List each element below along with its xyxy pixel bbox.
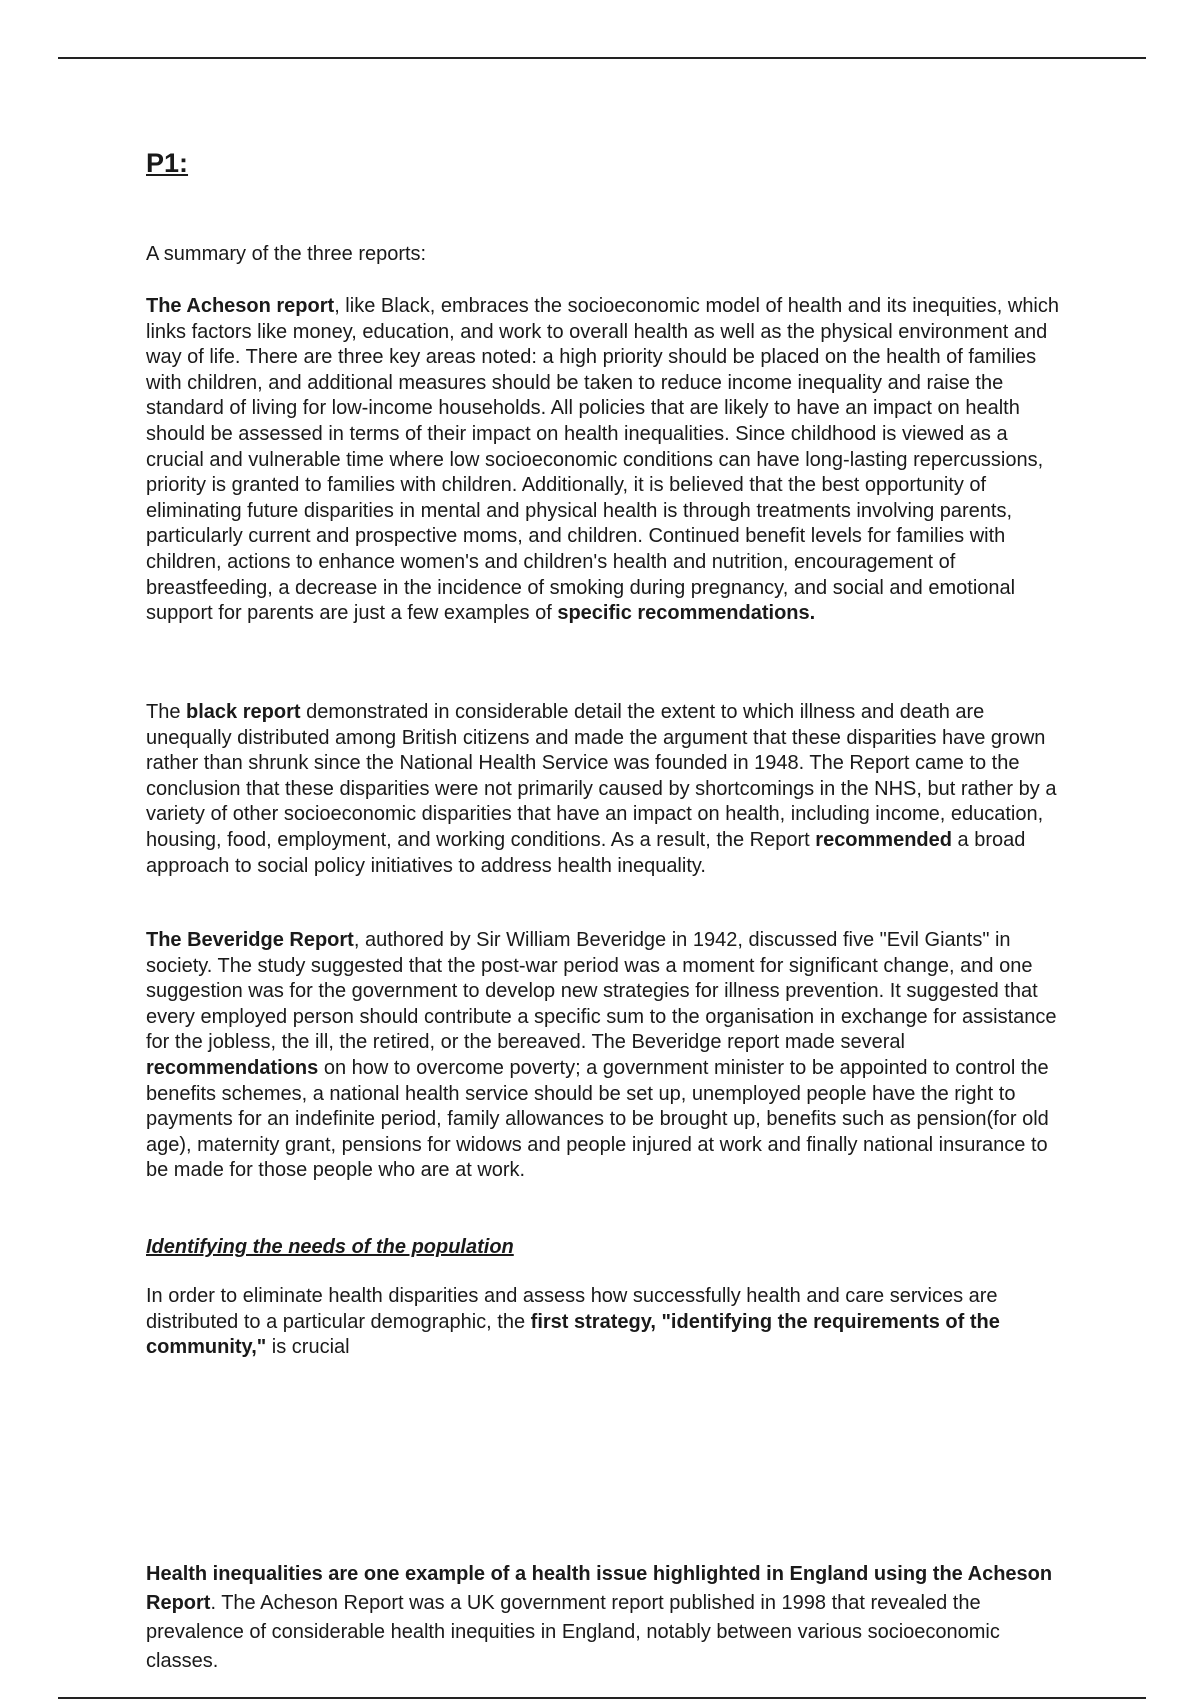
acheson-paragraph [146,294,1066,627]
acheson-text: , like Black, embraces the socioeconomic model of health and its inequities, which links factors like money, education, and work to overall health as well as the physical environment and way of life. There are three key areas noted: a high priority should be placed on the health of families with children, and additional measures should be taken to reduce income inequality and raise the standard of living for low-income households. All policies that are likely to have an impact on health should be assessed in terms of their impact on health inequalities. Since childhood is viewed as a crucial and vulnerable time where low socioeconomic conditions can have long-lasting repercussions, priority is granted to families with children. Additionally, it is believed that the best opportunity of eliminating future disparities in mental and physical health is through treatments involving parents, particularly current and prospective moms, and children. Continued benefit levels for families with children, actions to enhance women's and children's health and nutrition, encouragement of breastfeeding, a decrease in the incidence of smoking during pregnancy, and social and emotional support for parents are just a few examples of [146,295,1060,625]
acheson-bold-tail: specific recommendations. [557,602,816,625]
needs-text-2: is crucial [266,1336,350,1359]
beveridge-paragraph [146,928,1066,1184]
health-text-1: . The Acheson Report was a UK government report published in 1998 that revealed the prevalence of considerable health inequities in England, notably between various socioeconomic classes. [146,1592,1000,1672]
beveridge-text-2: on how to overcome poverty; a government minister to be appointed to control the benefits schemes, a national health service should be set up, unemployed people have the right to payments for an indefinite period, family allowances to be brought up, benefits such as pension(for old age), maternity grant, pensions for widows and people injured at work and finally national insurance to be made for those people who are at work. [146,1056,1049,1182]
bottom-rule [58,1697,1146,1699]
black-bold-1: black report [186,701,301,723]
beveridge-text-1: , authored by Sir William Beveridge in 1942, discussed five "Evil Giants" in society. The study suggested that the post-war period was a moment for significant change, and one suggestion was for the government to develop new strategies for illness prevention. It suggested that every employed person should contribute a specific sum to the organisation in exchange for assistance for the jobless, the ill, the retired, or the bereaved. The Beveridge report made several [146,929,1057,1054]
page-heading: P1: [146,148,189,178]
subheading: Identifying the needs of the population [146,1236,514,1258]
black-bold-2: recommended [815,828,952,851]
document-body [146,146,1066,1672]
needs-paragraph [146,1284,1066,1361]
intro-text: A summary of the three reports: [146,243,427,265]
needs-text-1: In order to eliminate health disparities and assess how successfully health and care services are distributed to a particular demographic, the [146,1285,998,1333]
beveridge-bold-2: recommendations [146,1056,319,1079]
top-rule [58,57,1146,59]
black-paragraph [146,700,1066,879]
beveridge-bold-1: The Beveridge Report [146,929,354,951]
black-text-1: demonstrated in considerable detail the extent to which illness and death are unequally distributed among British citizens and made the argument that these disparities have grown rather than shrunk since the National Health Service was founded in 1948. The Report came to the conclusion that these disparities were not primarily caused by shortcomings in the NHS, but rather by a variety of other socioeconomic disparities that have an impact on health, including income, education, housing, food, employment, and working conditions. As a result, the Report [146,701,1057,851]
health-bold-1: Health inequalities are one example of a health issue highlighted in England using the Acheson Report [146,1563,1053,1614]
needs-bold-1: first strategy, "identifying the requirements of the community," [146,1310,1000,1359]
black-lead: The [146,701,187,723]
black-text-2: a broad approach to social policy initiatives to address health inequality. [146,828,1026,877]
acheson-bold-lead: The Acheson report [146,295,335,317]
health-paragraph [146,1560,1066,1676]
